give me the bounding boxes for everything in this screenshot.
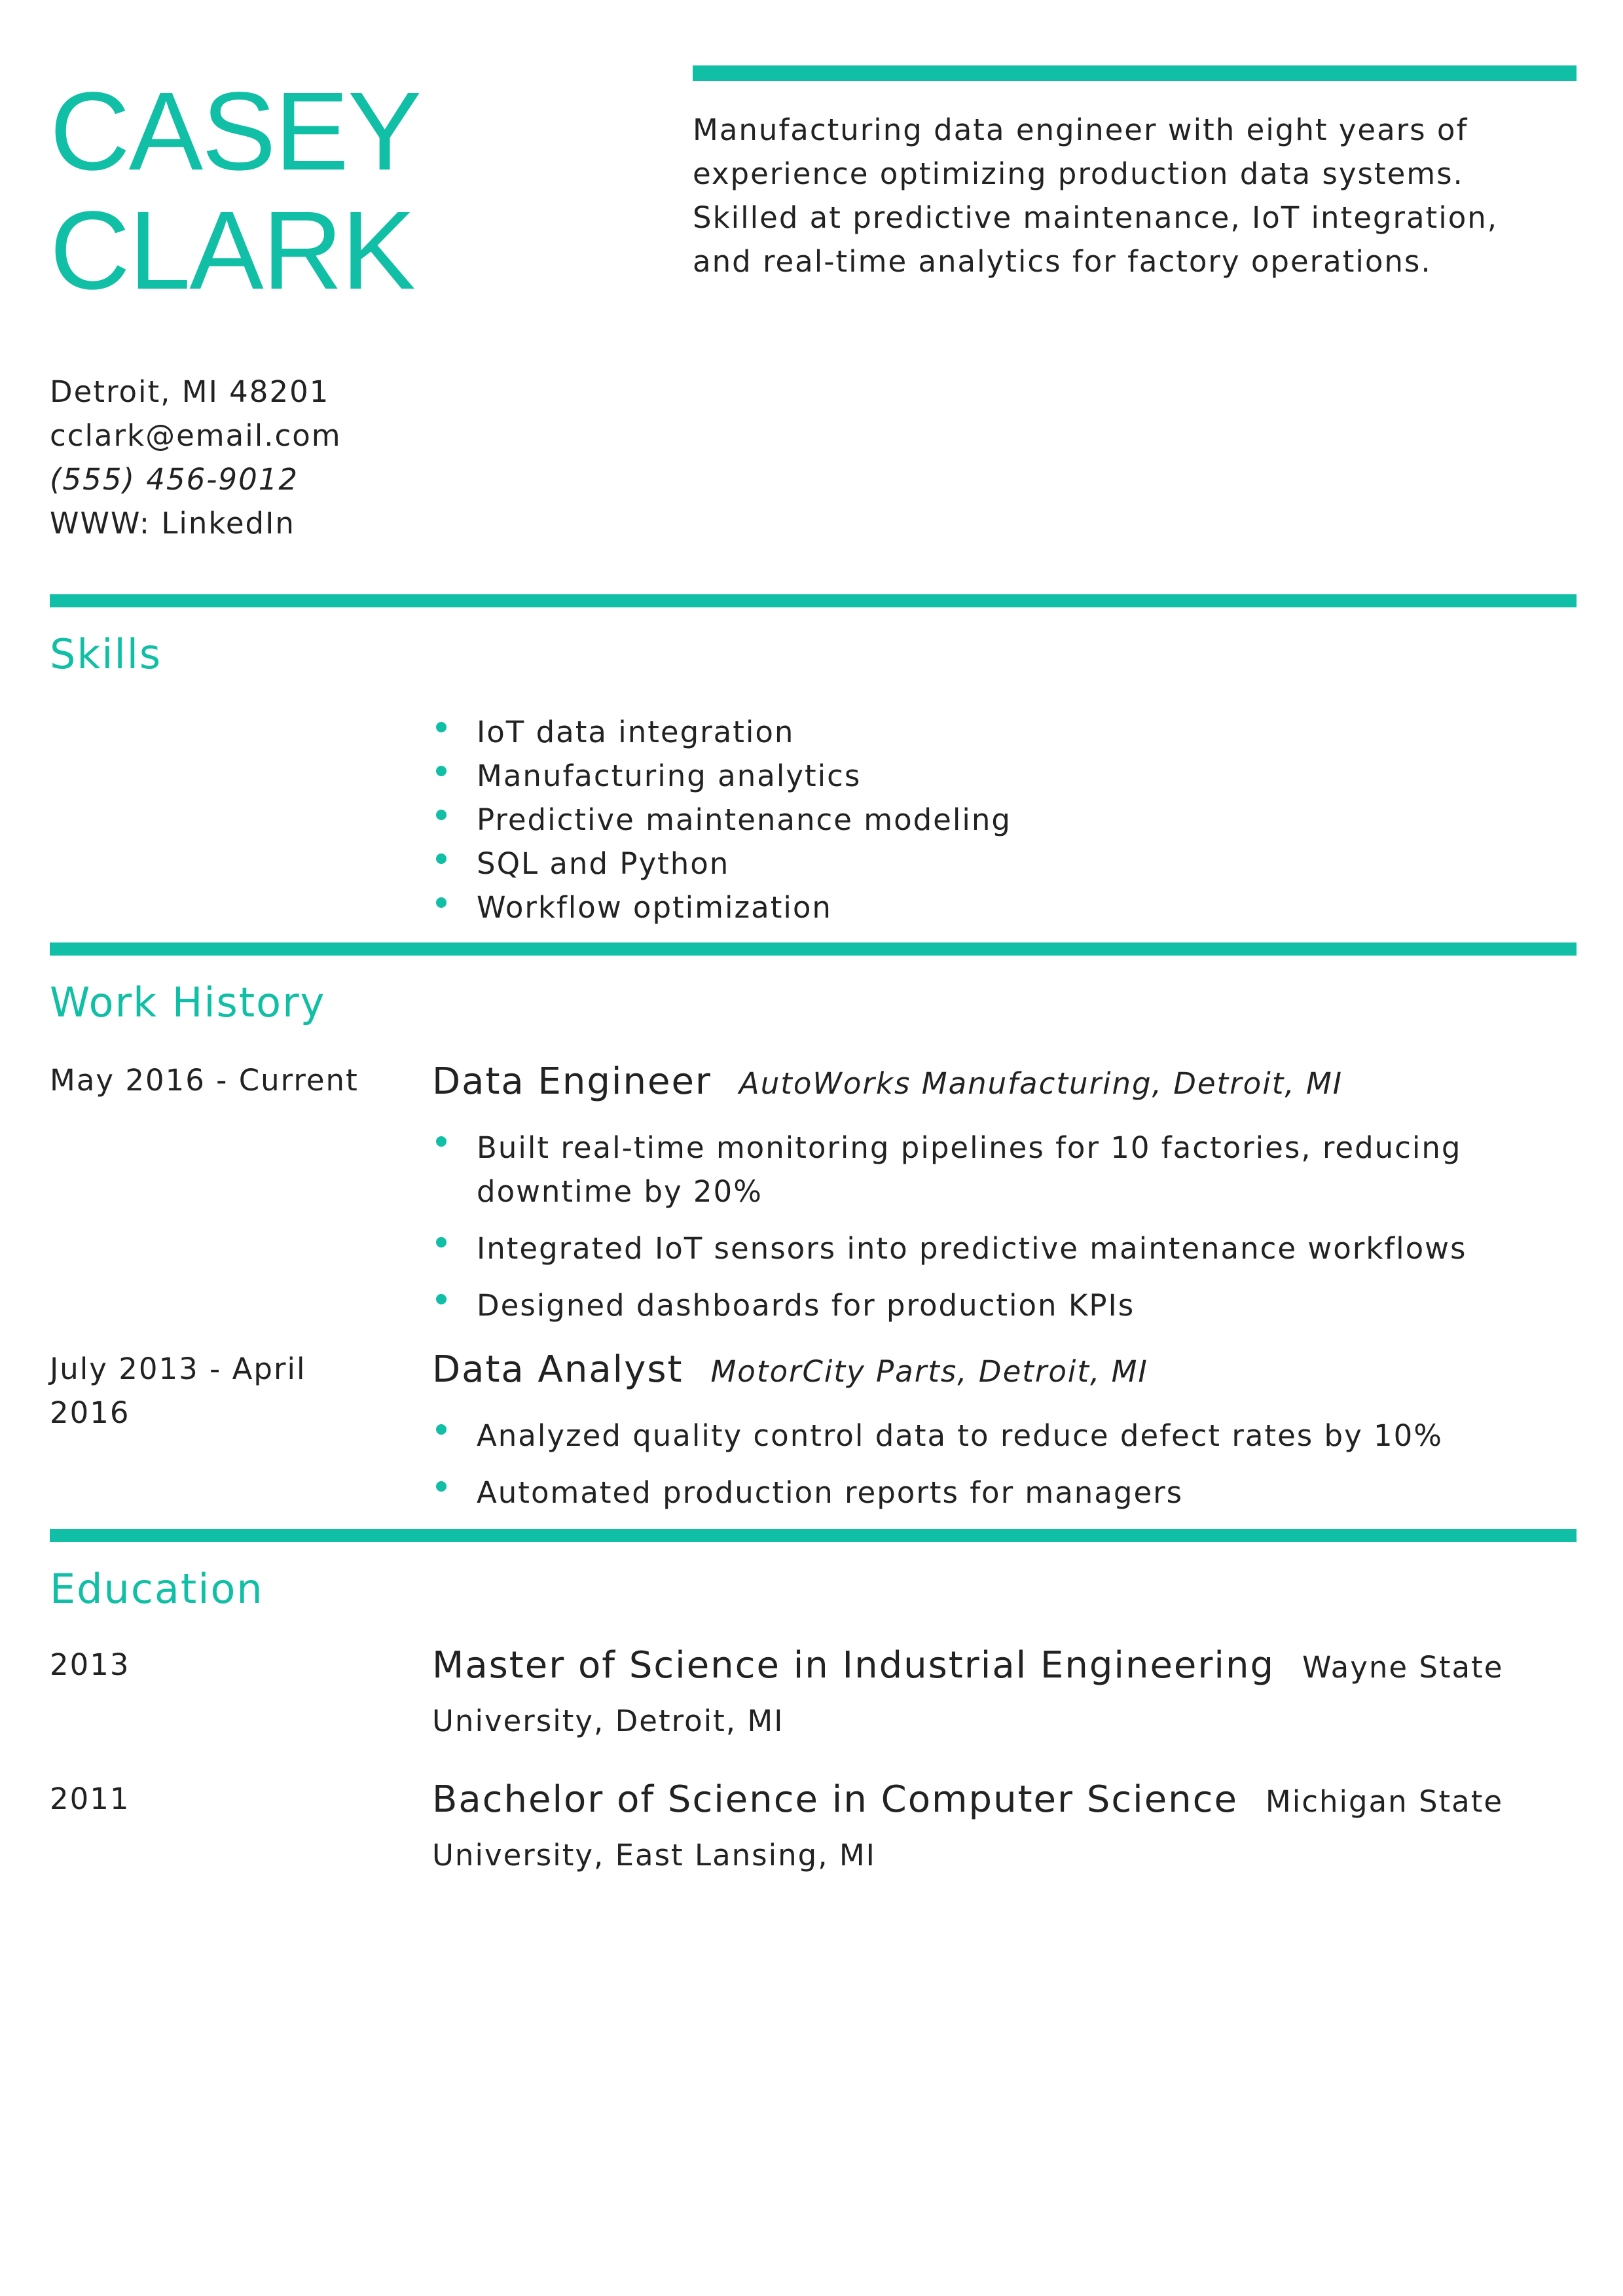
skill-label: IoT data integration — [477, 715, 795, 749]
education-entry — [432, 1644, 1571, 1743]
bullet-icon — [436, 1294, 447, 1304]
list-item — [432, 1414, 1443, 1458]
summary-line: Manufacturing data engineer with eight years of — [693, 113, 1468, 147]
professional-summary — [693, 108, 1590, 283]
summary-divider — [693, 65, 1577, 81]
skill-label: Workflow optimization — [477, 890, 832, 925]
bullet-icon — [436, 722, 447, 732]
bullet-icon — [436, 897, 447, 908]
job-date-line: May 2016 - Current — [50, 1063, 359, 1098]
summary-line: experience optimizing production data systems. — [693, 156, 1464, 191]
job-header — [432, 1348, 1148, 1391]
job-header — [432, 1060, 1343, 1103]
job-bullets — [432, 1414, 1443, 1515]
skill-label: Predictive maintenance modeling — [477, 802, 1012, 837]
education-heading: Education — [50, 1565, 264, 1613]
bullet-text: Designed dashboards for production KPIs — [477, 1288, 1135, 1323]
contact-address: Detroit, MI 48201 — [50, 374, 330, 409]
job-dates — [50, 1347, 306, 1435]
list-item — [432, 1227, 1467, 1270]
list-item — [432, 754, 1012, 798]
degree-title: Bachelor of Science in Computer Science — [432, 1778, 1238, 1821]
bullet-icon — [436, 1424, 447, 1435]
bullet-text: downtime by 20% — [477, 1174, 763, 1209]
contact-website[interactable]: WWW: LinkedIn — [50, 506, 295, 541]
list-item — [432, 842, 1012, 886]
degree-title: Master of Science in Industrial Engineering — [432, 1644, 1275, 1687]
education-year: 2011 — [50, 1782, 130, 1816]
list-item — [432, 1126, 1467, 1213]
list-item — [432, 1471, 1443, 1515]
skills-heading: Skills — [50, 630, 162, 678]
contact-phone[interactable]: (555) 456-9012 — [50, 462, 299, 497]
job-dates — [50, 1058, 359, 1102]
school-location: University, East Lansing, MI — [432, 1838, 876, 1873]
list-item — [432, 710, 1012, 754]
bullet-text: Integrated IoT sensors into predictive maintenance workflows — [477, 1231, 1467, 1266]
school-name: Wayne State — [1302, 1650, 1504, 1685]
job-bullets — [432, 1126, 1467, 1327]
section-divider — [50, 942, 1577, 956]
skills-list — [432, 710, 1012, 929]
job-title: Data Engineer — [432, 1060, 712, 1103]
school-name: Michigan State — [1265, 1784, 1504, 1819]
job-company: AutoWorks Manufacturing, Detroit, MI — [739, 1066, 1343, 1101]
school-location: University, Detroit, MI — [432, 1704, 784, 1738]
section-divider — [50, 594, 1577, 607]
work-history-heading: Work History — [50, 978, 326, 1026]
candidate-name — [50, 69, 421, 313]
contact-info — [50, 370, 342, 545]
last-name: CLARK — [50, 188, 414, 313]
bullet-icon — [436, 1237, 447, 1247]
job-company: MotorCity Parts, Detroit, MI — [710, 1354, 1148, 1389]
bullet-text: Automated production reports for managers — [477, 1475, 1184, 1510]
bullet-icon — [436, 853, 447, 864]
education-entry — [432, 1778, 1571, 1877]
list-item — [432, 1283, 1467, 1327]
list-item — [432, 798, 1012, 842]
section-divider — [50, 1529, 1577, 1542]
skill-label: Manufacturing analytics — [477, 759, 862, 793]
contact-email[interactable]: cclark@email.com — [50, 418, 342, 453]
education-year: 2013 — [50, 1647, 130, 1682]
list-item — [432, 886, 1012, 929]
summary-line: Skilled at predictive maintenance, IoT integration, — [693, 200, 1499, 235]
job-title: Data Analyst — [432, 1348, 684, 1391]
bullet-icon — [436, 810, 447, 820]
bullet-text: Analyzed quality control data to reduce defect rates by 10% — [477, 1418, 1444, 1453]
skill-label: SQL and Python — [477, 846, 730, 881]
bullet-icon — [436, 1481, 447, 1492]
bullet-icon — [436, 1136, 447, 1147]
bullet-text: Built real-time monitoring pipelines for 10 factories, reducing — [477, 1130, 1462, 1165]
bullet-icon — [436, 766, 447, 776]
summary-line: and real-time analytics for factory operations. — [693, 244, 1432, 279]
first-name: CASEY — [50, 69, 421, 194]
job-date-line: 2016 — [50, 1395, 130, 1430]
job-date-line: July 2013 - April — [50, 1352, 306, 1386]
